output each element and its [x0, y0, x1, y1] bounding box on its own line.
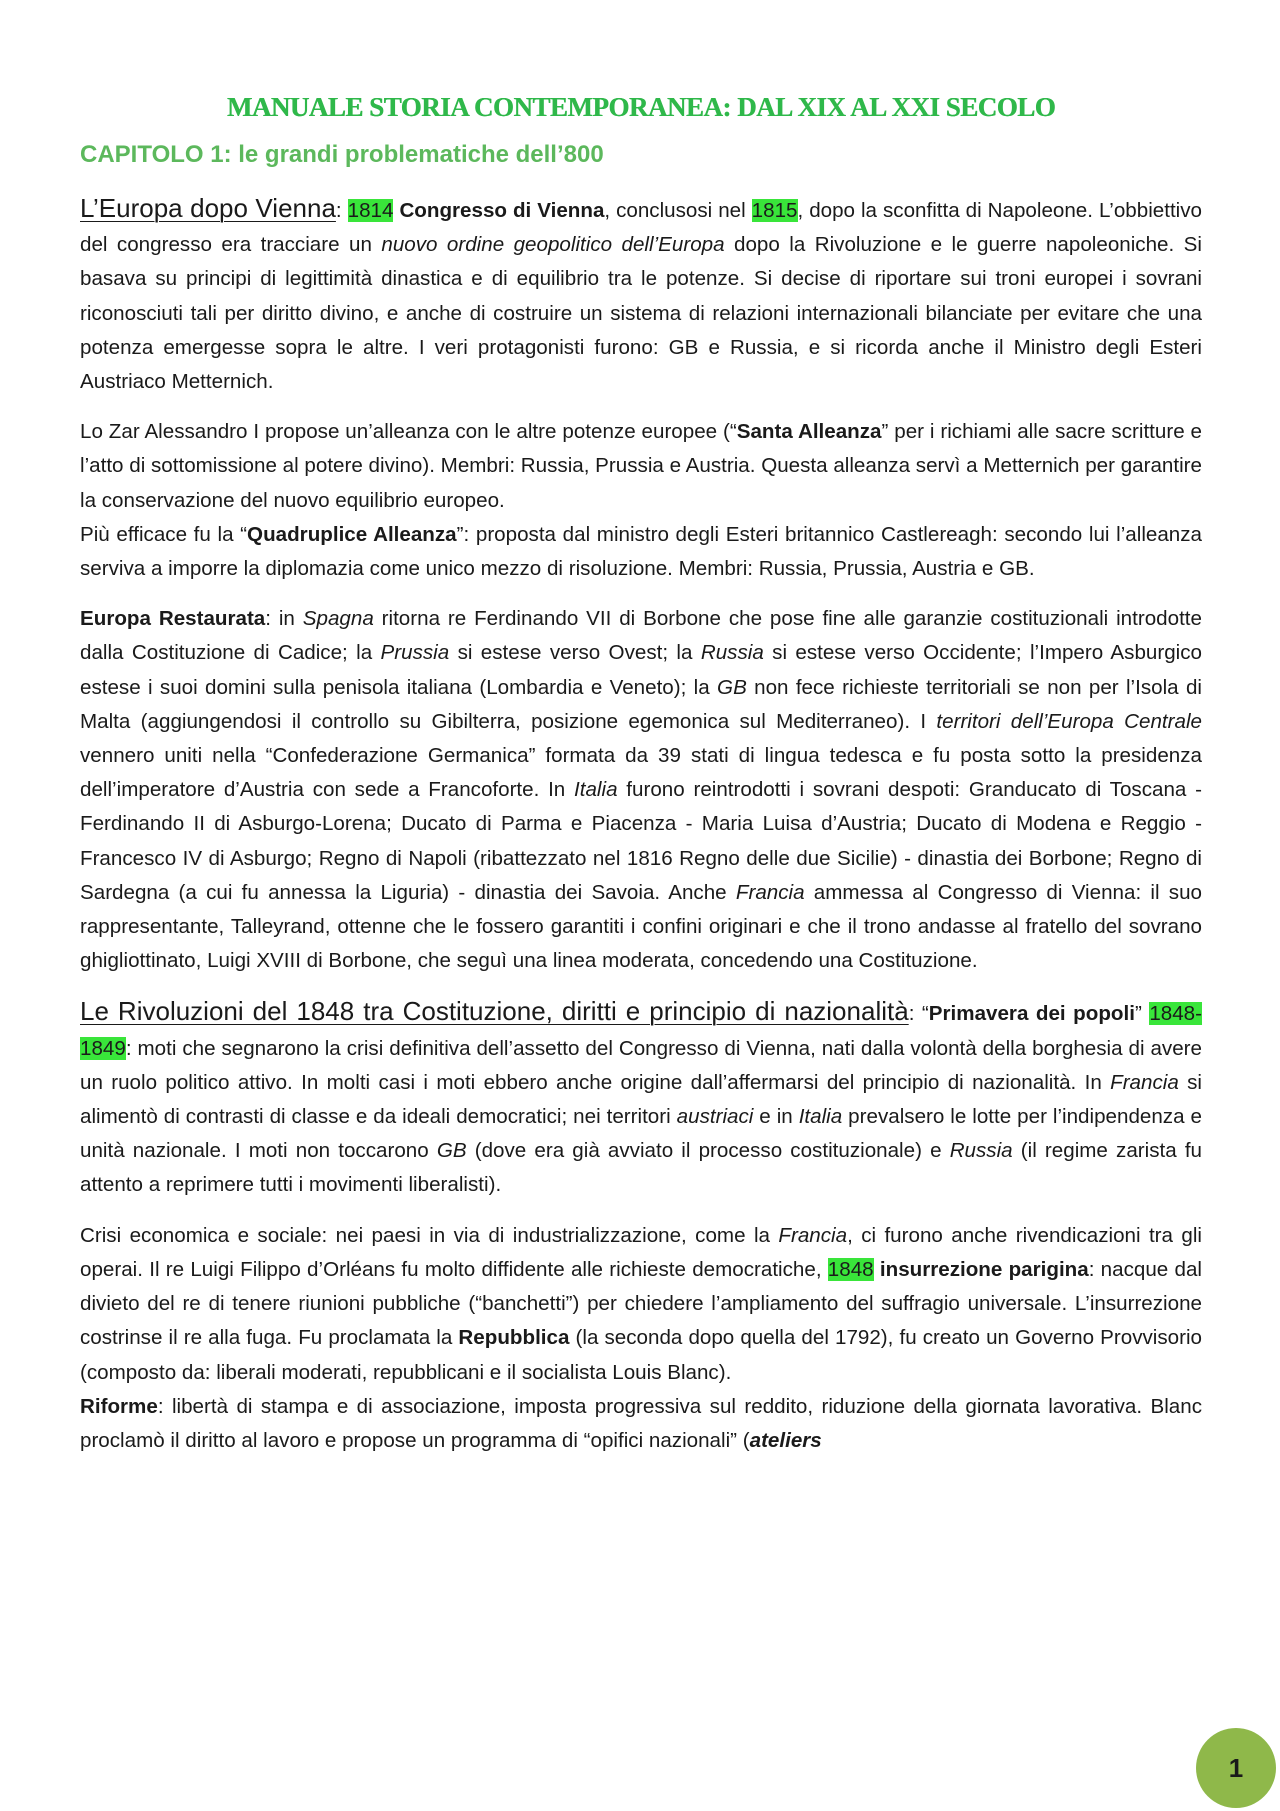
text-run: : [335, 199, 348, 222]
italic-term: Francia [1110, 1070, 1179, 1094]
text-run: : libertà di stampa e di associazione, imposta progressiva sul reddito, riduzione della giornata lavorativa. Blanc proclamò il diritto al lavoro e propose un programma di “opifici nazionali” ( [80, 1394, 1202, 1452]
section-heading: L’Europa dopo Vienna [80, 193, 336, 223]
italic-term: Russia [700, 641, 764, 665]
bold-term: Repubblica [458, 1326, 570, 1350]
bold-term: Europa Restaurata [80, 607, 266, 631]
highlighted-date: 1815 [751, 199, 798, 222]
bold-term: insurrezione parigina [879, 1257, 1089, 1281]
text-run: si estese verso Occidente; l’Impero Asburgico estese i suoi domini sulla penisola italiana (Lombardia e Veneto); la [80, 641, 1202, 699]
text-run: ritorna re Ferdinando VII di Borbone che pose fine alle garanzie costituzionali introdotte dalla Costituzione di Cadice; la [80, 607, 1202, 665]
bold-italic-term: ateliers [749, 1428, 822, 1452]
highlighted-date: 1848-1849 [80, 1002, 1202, 1060]
text-run: , ci furono anche rivendicazioni tra gli operai. Il re Luigi Filippo d’Orléans fu molto diffidente alle richieste democratiche, [80, 1223, 1202, 1281]
italic-term: nuovo ordine geopolitico dell’Europa [381, 233, 725, 257]
document-title: MANUALE STORIA CONTEMPORANEA: DAL XIX AL XXI SECOLO [226, 92, 1056, 122]
text-run: , conclusosi nel [604, 199, 752, 222]
text-run: Crisi economica e sociale: nei paesi in via di industrializzazione, come la [80, 1223, 779, 1247]
italic-term: austriaci [676, 1105, 754, 1129]
text-run: furono reintrodotti i sovrani despoti: Granducato di Toscana - Ferdinando II di Asburgo-Lorena; Ducato di Parma e Piacenza - Maria Luisa d’Austria; Ducato di Modena e Reggio - Francesco IV di Asburgo; Regno di Napoli (ribattezzato nel 1816 Regno delle due Sicilie) - dinastia dei Borbone; Regno di Sardegna (a cui fu annessa la Liguria) - dinastia dei Savoia. Anche [80, 778, 1202, 904]
page-body [80, 92, 1202, 1458]
italic-term: Italia [574, 778, 618, 802]
text-run: ” per i richiami alle sacre scritture e l’atto di sottomissione al potere divino). Membri: Russia, Prussia e Austria. Questa alleanza servì a Metternich per garantire la conservazione del nuovo equilibrio europeo. [80, 420, 1202, 512]
text-run: (il regime zarista fu attento a reprimere tutti i movimenti liberalisti). [80, 1139, 1202, 1197]
text-run: si estese verso Ovest; la [449, 641, 701, 665]
highlighted-date: 1848 [827, 1257, 874, 1281]
paragraph [80, 602, 1202, 978]
italic-term: Francia [735, 880, 805, 904]
paragraph [80, 191, 1202, 399]
text-run: ” [1134, 1002, 1150, 1026]
italic-term: Spagna [302, 607, 374, 631]
italic-term: GB [436, 1139, 467, 1163]
paragraph [80, 415, 1202, 518]
page-number: 1 [1228, 1752, 1244, 1783]
italic-term: GB [717, 675, 747, 699]
bold-term: Riforme [80, 1394, 158, 1418]
page-number-badge [1196, 1728, 1276, 1808]
section-heading: Le Rivoluzioni del 1848 tra Costituzione, diritti e principio di nazionalità [80, 996, 909, 1027]
text-run: vennero uniti nella “Confederazione Germanica” formata da 39 stati di lingua tedesca e fu posta sotto la presidenza dell’imperatore d’Austria con sede a Francoforte. In [80, 744, 1202, 802]
text-run: Più efficace fu la “ [80, 522, 248, 546]
text-run: : in [265, 607, 303, 631]
text-run: , dopo la sconfitta di Napoleone. L’obbiettivo del congresso era tracciare un [80, 199, 1202, 257]
text-run: non fece richieste territoriali se non per l’Isola di Malta (aggiungendosi il controllo su Gibilterra, posizione egemonica sul Mediterraneo). I [80, 675, 1202, 733]
paragraph [80, 1390, 1202, 1458]
text-run: si alimentò di contrasti di classe e da ideali democratici; nei territori [80, 1070, 1203, 1129]
paragraph [80, 994, 1202, 1202]
text-run: prevalsero le lotte per l’indipendenza e unità nazionale. I moti non toccarono [80, 1105, 1202, 1163]
text-run: Lo Zar Alessandro I propose un’alleanza con le altre potenze europee (“ [80, 420, 737, 444]
text-run: : “ [908, 1002, 929, 1026]
text-run: ”: proposta dal ministro degli Esteri britannico Castlereagh: secondo lui l’alleanza serviva a imporre la diplomazia come unico mezzo di risoluzione. Membri: Russia, Prussia, Austria e GB. [80, 522, 1202, 581]
text-run: e in [753, 1105, 799, 1129]
text-run: : nacque dal divieto del re di tenere riunioni pubbliche (“banchetti”) per chiedere l’ampliamento del suffragio universale. L’insurrezione costrinse il re alla fuga. Fu proclamata la [80, 1257, 1202, 1350]
bold-term: Santa Alleanza [736, 420, 882, 444]
chapter-heading: CAPITOLO 1: le grandi problematiche dell’800 [80, 141, 604, 168]
text-run: : moti che segnarono la crisi definitiva dell’assetto del Congresso di Vienna, nati dalla volontà della borghesia di avere un ruolo politico attivo. In molti casi i moti ebbero anche origine dall’affermarsi del principio di nazionalità. In [80, 1036, 1202, 1094]
italic-term: Prussia [380, 641, 450, 665]
paragraph [80, 1219, 1202, 1390]
paragraph [80, 518, 1202, 586]
text-run: (la seconda dopo quella del 1792), fu creato un Governo Provvisorio (composto da: liberali moderati, repubblicani e il socialista Louis Blanc). [80, 1326, 1203, 1384]
text-run: ammessa al Congresso di Vienna: il suo rappresentante, Talleyrand, ottenne che le fossero garantiti i confini originari e che il trono andasse al fratello del sovrano ghigliottinato, Luigi XVIII di Borbone, che seguì una linea moderata, concedendo una Costituzione. [80, 880, 1203, 973]
italic-term: territori dell’Europa Centrale [936, 709, 1202, 733]
italic-term: Russia [949, 1139, 1013, 1163]
text-run: (dove era già avviato il processo costituzionale) e [466, 1139, 950, 1163]
bold-term: Quadruplice Alleanza [247, 522, 457, 546]
text-run: dopo la Rivoluzione e le guerre napoleoniche. Si basava su principi di legittimità dinastica e di equilibrio tra le potenze. Si decise di riportare sui troni europei i sovrani riconosciuti tali per diritto divino, e anche di costruire un sistema di relazioni internazionali bilanciate per evitare che una potenza emergesse sopra le altre. I veri protagonisti furono: GB e Russia, e si ricorda anche il Ministro degli Esteri Austriaco Metternich. [80, 233, 1202, 394]
italic-term: Italia [798, 1105, 843, 1129]
bold-term: Congresso di Vienna [399, 199, 605, 222]
highlighted-date: 1814 [347, 199, 394, 222]
bold-term: Primavera dei popoli [928, 1002, 1135, 1026]
italic-term: Francia [778, 1223, 848, 1247]
